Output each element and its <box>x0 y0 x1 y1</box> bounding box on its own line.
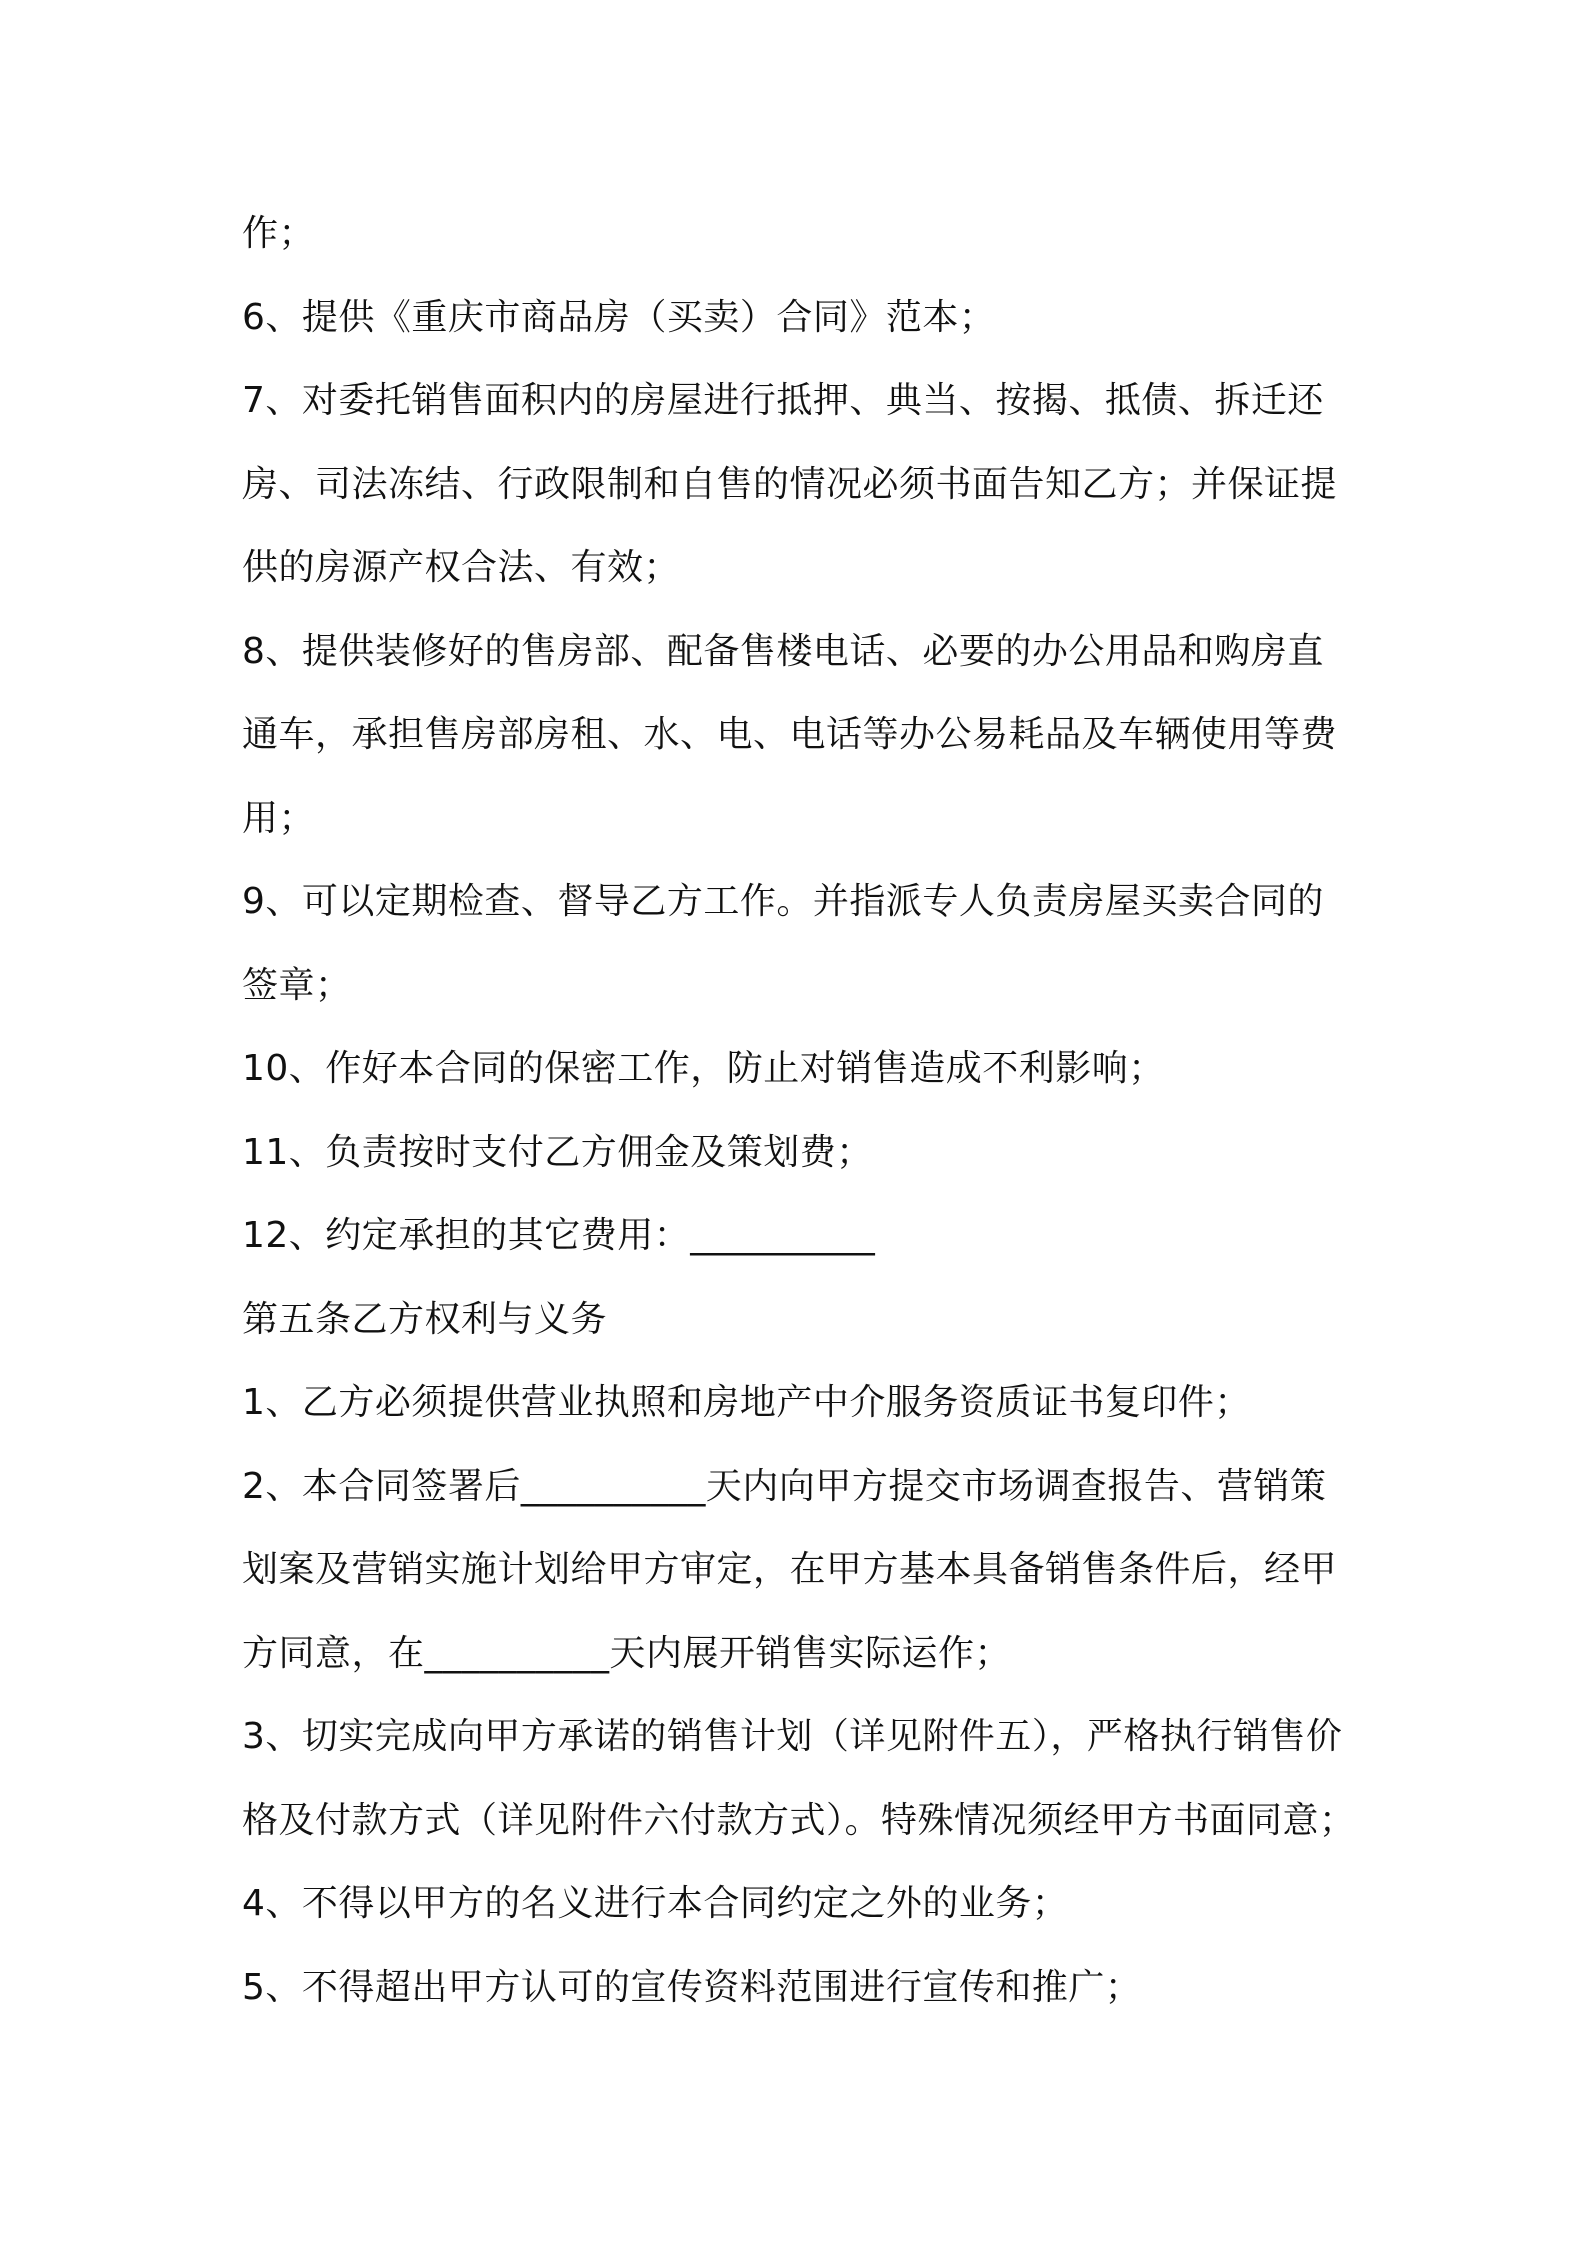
text-line: 通车，承担售房部房租、水、电、电话等办公易耗品及车辆使用等费 <box>242 714 1338 755</box>
section-heading: 第五条乙方权利与义务 <box>242 1298 608 1340</box>
document-body <box>242 192 1362 2029</box>
text-line: 2、本合同签署后__________天内向甲方提交市场调查报告、营销策 <box>242 1465 1327 1507</box>
text-line: 房、司法冻结、行政限制和自售的情况必须书面告知乙方；并保证提 <box>242 463 1338 505</box>
text-line: 5、不得超出甲方认可的宣传资料范围进行宣传和推广； <box>242 1966 1142 2008</box>
text-line: 4、不得以甲方的名义进行本合同约定之外的业务； <box>242 1883 1069 1924</box>
text-line: 6、提供《重庆市商品房（买卖）合同》范本； <box>242 296 996 338</box>
text-line: 12、约定承担的其它费用：__________ <box>242 1215 876 1256</box>
text-line: 格及付款方式（详见附件六付款方式）。特殊情况须经甲方书面同意； <box>242 1799 1356 1841</box>
text-line: 供的房源产权合法、有效； <box>242 547 681 588</box>
text-line: 1、乙方必须提供营业执照和房地产中介服务资质证书复印件； <box>242 1382 1251 1423</box>
text-line: 7、对委托销售面积内的房屋进行抵押、典当、按揭、抵债、拆迁还 <box>242 380 1324 421</box>
text-line: 8、提供装修好的售房部、配备售楼电话、必要的办公用品和购房直 <box>242 630 1324 672</box>
text-line: 划案及营销实施计划给甲方审定，在甲方基本具备销售条件后，经甲 <box>242 1549 1338 1590</box>
text-line: 签章； <box>242 964 352 1006</box>
text-line: 方同意，在__________天内展开销售实际运作； <box>242 1632 1012 1674</box>
text-line: 作； <box>242 213 316 254</box>
text-line: 9、可以定期检查、督导乙方工作。并指派专人负责房屋买卖合同的 <box>242 881 1324 922</box>
text-line: 10、作好本合同的保密工作，防止对销售造成不利影响； <box>242 1048 1165 1089</box>
text-line: 3、切实完成向甲方承诺的销售计划（详见附件五），严格执行销售价 <box>242 1716 1343 1757</box>
text-line: 用； <box>242 797 316 839</box>
text-line: 11、负责按时支付乙方佣金及策划费； <box>242 1131 873 1173</box>
